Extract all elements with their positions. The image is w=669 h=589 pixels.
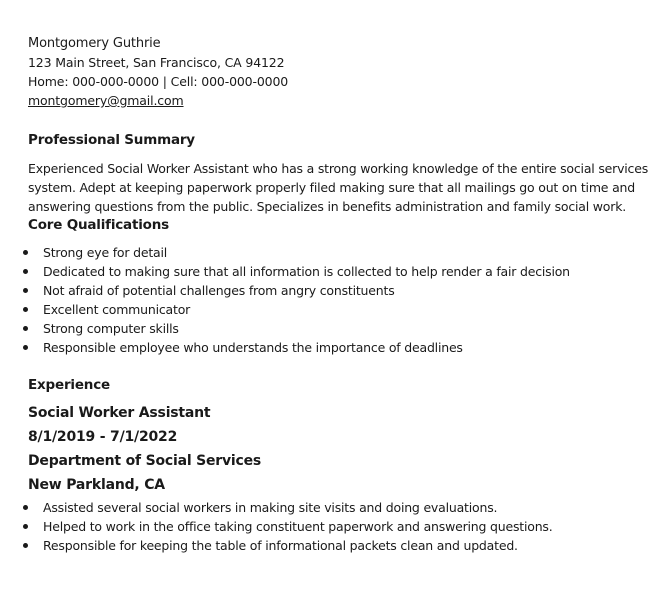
contact-block bbox=[28, 34, 664, 110]
resume-document bbox=[28, 34, 664, 555]
qualification-text: Responsible employee who understands the importance of deadlines bbox=[43, 340, 463, 355]
bullet-icon bbox=[23, 543, 28, 548]
bullet-icon bbox=[23, 505, 28, 510]
qualifications-list bbox=[28, 243, 664, 357]
duty-text: Helped to work in the office taking constituent paperwork and answering questions. bbox=[43, 519, 553, 534]
qualifications-heading: Core Qualifications bbox=[28, 217, 169, 233]
list-item bbox=[28, 281, 664, 300]
qualifications-section bbox=[28, 215, 664, 357]
list-item bbox=[28, 498, 664, 517]
summary-text: Experienced Social Worker Assistant who has a strong working knowledge of the entire social services system. Adept at keeping paperwork properly filed making sure that all mailings go out on time and answering questions from the public. Specializes in benefits administration and family social work. bbox=[28, 161, 649, 214]
job-title: Social Worker Assistant bbox=[28, 405, 211, 421]
bullet-icon bbox=[23, 345, 28, 350]
bullet-icon bbox=[23, 250, 28, 255]
job-location: New Parkland, CA bbox=[28, 477, 165, 493]
job-employer: Department of Social Services bbox=[28, 453, 262, 469]
bullet-icon bbox=[23, 524, 28, 529]
bullet-icon bbox=[23, 326, 28, 331]
bullet-icon bbox=[23, 307, 28, 312]
contact-email-link[interactable]: montgomery@gmail.com bbox=[28, 93, 184, 108]
qualification-text: Dedicated to making sure that all information is collected to help render a fair decision bbox=[43, 264, 570, 279]
job-duties-list bbox=[28, 498, 664, 555]
list-item bbox=[28, 517, 664, 536]
summary-heading: Professional Summary bbox=[28, 132, 195, 148]
contact-name: Montgomery Guthrie bbox=[28, 36, 161, 51]
bullet-icon bbox=[23, 269, 28, 274]
qualification-text: Excellent communicator bbox=[43, 302, 191, 317]
list-item bbox=[28, 319, 664, 338]
list-item bbox=[28, 338, 664, 357]
contact-address: 123 Main Street, San Francisco, CA 94122 bbox=[28, 55, 285, 70]
experience-section bbox=[28, 375, 664, 555]
job-dates: 8/1/2019 - 7/1/2022 bbox=[28, 429, 178, 445]
contact-phones: Home: 000-000-0000 | Cell: 000-000-0000 bbox=[28, 74, 289, 89]
list-item bbox=[28, 300, 664, 319]
bullet-icon bbox=[23, 288, 28, 293]
duty-text: Responsible for keeping the table of informational packets clean and updated. bbox=[43, 538, 518, 553]
summary-section bbox=[28, 130, 664, 216]
qualification-text: Not afraid of potential challenges from angry constituents bbox=[43, 283, 395, 298]
experience-heading: Experience bbox=[28, 377, 110, 393]
duty-text: Assisted several social workers in making site visits and doing evaluations. bbox=[43, 500, 498, 515]
list-item bbox=[28, 243, 664, 262]
job-entry bbox=[28, 401, 664, 555]
list-item bbox=[28, 262, 664, 281]
qualification-text: Strong eye for detail bbox=[43, 245, 168, 260]
qualification-text: Strong computer skills bbox=[43, 321, 179, 336]
list-item bbox=[28, 536, 664, 555]
